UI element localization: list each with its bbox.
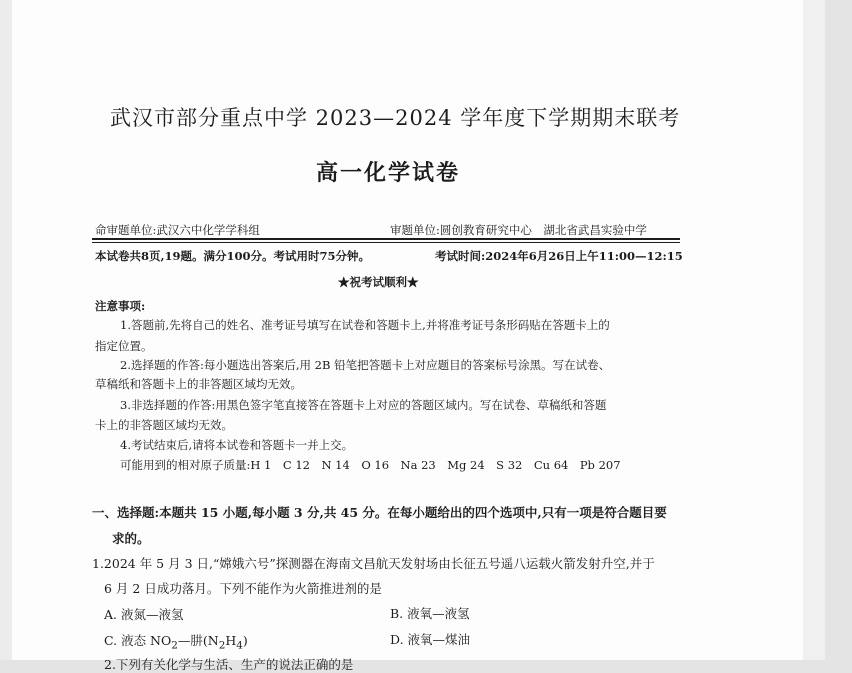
section-heading-cont: 求的。 [112, 531, 150, 546]
header-rule-thick [92, 238, 680, 240]
proposer-unit: 命审题单位:武汉六中化学学科组 [95, 223, 260, 237]
notice-line: 4.考试结束后,请将本试卷和答题卡一并上交。 [120, 438, 354, 452]
header-rule-thin [92, 242, 680, 243]
question-2-stem-partial: 2.下列有关化学与生活、生产的说法正确的是 [104, 657, 354, 672]
blessing: ★祝考试顺利★ [338, 275, 419, 289]
atomic-masses: 可能用到的相对原子质量:H 1 C 12 N 14 O 16 Na 23 Mg 24 S 32 Cu 64 Pb 207 [120, 458, 621, 472]
option-a: A. 液氮—液氢 [104, 607, 184, 622]
notice-line: 草稿纸和答题卡上的非答题区域均无效。 [95, 377, 302, 391]
document-page [12, 0, 803, 672]
exam-subtitle: 高一化学试卷 [316, 160, 461, 186]
exam-title: 武汉市部分重点中学 2023—2024 学年度下学期期末联考 [110, 106, 681, 130]
question-1-stem: 1.2024 年 5 月 3 日,“嫦娥六号”探测器在海南文昌航天发射场由长征五号遥八运载火箭发射升空,并于 [92, 556, 655, 571]
notice-line: 1.答题前,先将自己的姓名、准考证号填写在试卷和答题卡上,并将准考证号条形码贴在答题卡上的 [120, 318, 610, 332]
notice-line: 2.选择题的作答:每小题选出答案后,用 2B 铅笔把答题卡上对应题目的答案标号涂黑。写在试卷、 [120, 358, 611, 372]
notice-line: 指定位置。 [95, 339, 153, 353]
viewer-left-margin [0, 0, 12, 660]
option-c: C. 液态 $NO_2—$肼$(N_2H_4)$ [104, 633, 248, 652]
section-heading: 一、选择题:本题共 15 小题,每小题 3 分,共 45 分。在每小题给出的四个选项中,只有一项是符合题目要 [92, 505, 667, 520]
notice-line: 3.非选择题的作答:用黑色签字笔直接答在答题卡上对应的答题区域内。写在试卷、草稿纸和答题 [120, 398, 607, 412]
paper-info: 本试卷共8页,19题。满分100分。考试用时75分钟。 [95, 249, 371, 263]
notice-heading: 注意事项: [95, 299, 146, 313]
viewer-scrollbar-track[interactable] [803, 0, 825, 660]
question-1-stem-cont: 6 月 2 日成功落月。下列不能作为火箭推进剂的是 [104, 581, 382, 596]
notice-line: 卡上的非答题区域均无效。 [95, 418, 233, 432]
option-d: D. 液氧—煤油 [390, 632, 471, 647]
option-b: B. 液氧—液氢 [390, 606, 470, 621]
reviewer-unit: 审题单位:圆创教育研究中心 湖北省武昌实验中学 [390, 223, 647, 237]
exam-time: 考试时间:2024年6月26日上午11:00—12:15 [435, 249, 683, 263]
